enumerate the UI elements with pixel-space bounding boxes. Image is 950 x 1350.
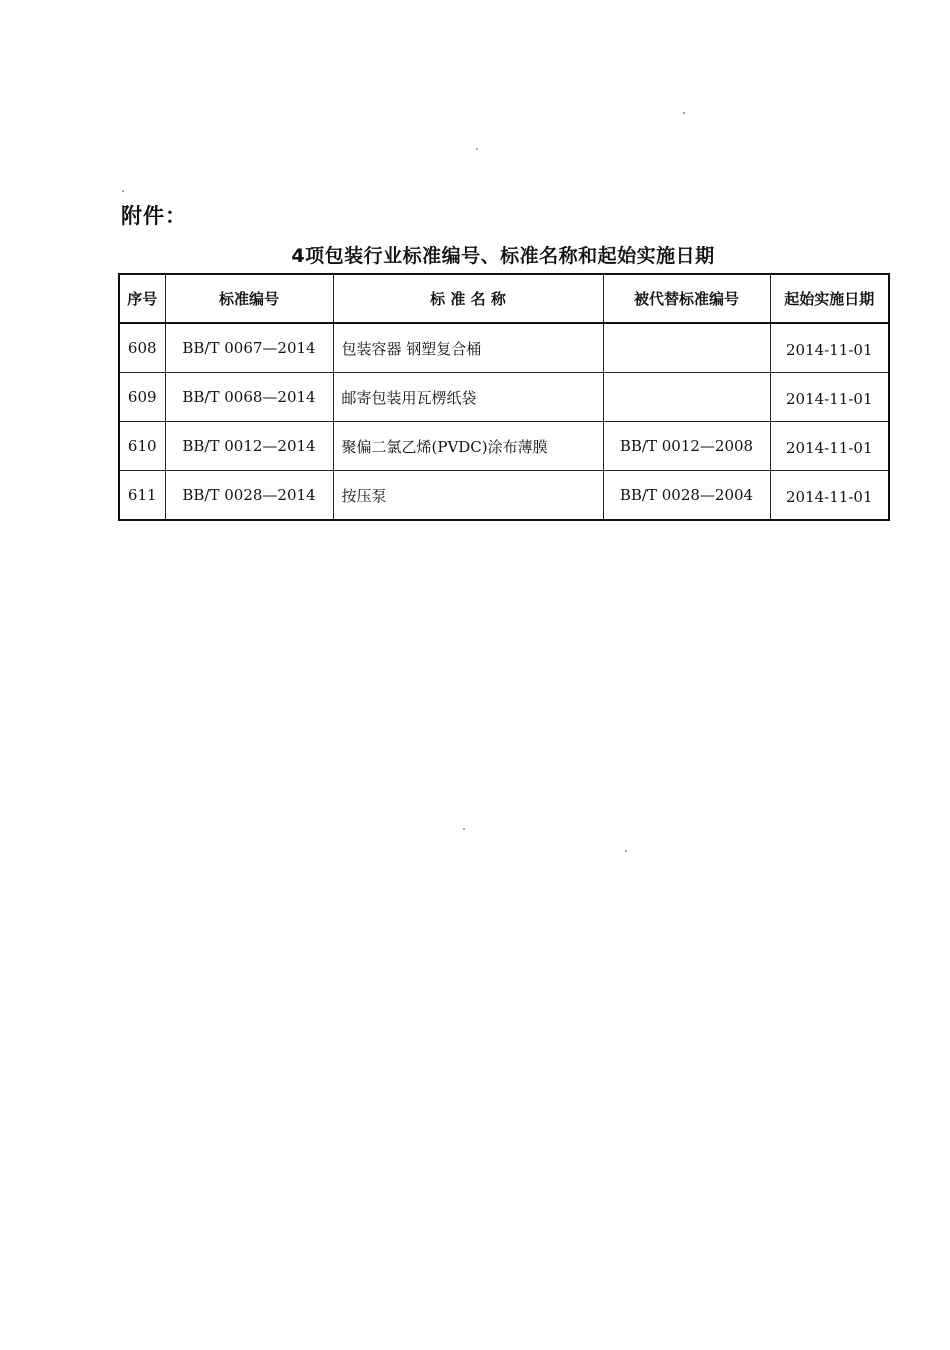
cell-effective-date: 2014-11-01 (770, 373, 889, 422)
attachment-label: 附件： (121, 204, 187, 228)
header-seq: 序号 (119, 274, 165, 323)
cell-seq: 611 (119, 471, 165, 521)
scan-speck (463, 828, 465, 830)
scan-speck (625, 850, 627, 852)
header-effective-date: 起始实施日期 (770, 274, 889, 323)
cell-effective-date: 2014-11-01 (770, 323, 889, 373)
scan-speck (476, 148, 478, 150)
cell-standard-code: BB/T 0068—2014 (165, 373, 333, 422)
cell-standard-name: 包装容器 钢塑复合桶 (333, 323, 603, 373)
document-title: 4项包装行业标准编号、标准名称和起始实施日期 (291, 245, 715, 267)
cell-standard-code: BB/T 0067—2014 (165, 323, 333, 373)
cell-seq: 608 (119, 323, 165, 373)
cell-replaced-code (603, 323, 770, 373)
cell-effective-date: 2014-11-01 (770, 422, 889, 471)
cell-standard-name: 按压泵 (333, 471, 603, 521)
table-row (119, 373, 889, 422)
table-row (119, 323, 889, 373)
cell-replaced-code: BB/T 0028—2004 (603, 471, 770, 521)
scan-speck (683, 112, 685, 114)
header-replaced-code: 被代替标准编号 (603, 274, 770, 323)
cell-effective-date: 2014-11-01 (770, 471, 889, 521)
header-standard-name: 标 准 名 称 (333, 274, 603, 323)
cell-seq: 610 (119, 422, 165, 471)
cell-standard-name: 聚偏二氯乙烯(PVDC)涂布薄膜 (333, 422, 603, 471)
table-row (119, 471, 889, 521)
cell-standard-name: 邮寄包装用瓦楞纸袋 (333, 373, 603, 422)
cell-standard-code: BB/T 0028—2014 (165, 471, 333, 521)
cell-seq: 609 (119, 373, 165, 422)
standards-table (118, 273, 890, 521)
header-standard-code: 标准编号 (165, 274, 333, 323)
cell-standard-code: BB/T 0012—2014 (165, 422, 333, 471)
table-row (119, 422, 889, 471)
cell-replaced-code (603, 373, 770, 422)
cell-replaced-code: BB/T 0012—2008 (603, 422, 770, 471)
scan-speck (122, 190, 124, 192)
table-header-row (119, 274, 889, 323)
